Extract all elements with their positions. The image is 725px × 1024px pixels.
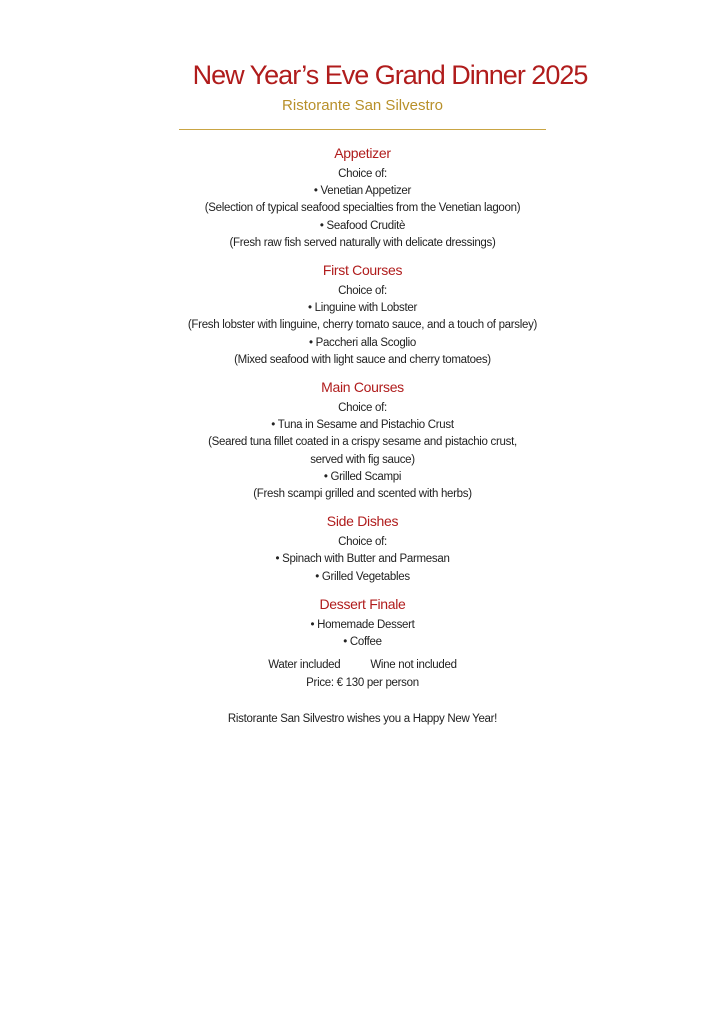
- menu-item: • Grilled Vegetables: [315, 570, 410, 583]
- menu-item: • Paccheri alla Scoglio: [308, 336, 417, 349]
- menu-item: • Coffee: [343, 636, 382, 649]
- menu-item: • Venetian Appetizer: [313, 185, 412, 198]
- restaurant-name: Ristorante San Silvestro: [282, 97, 443, 114]
- closing-message: Ristorante San Silvestro wishes you a Happy New Year!: [227, 713, 498, 726]
- choice-label: Choice of:: [338, 402, 387, 415]
- water-info: Water included: [268, 659, 341, 672]
- price-info: Price: € 130 per person: [306, 677, 419, 690]
- section-appetizer: [0, 143, 725, 252]
- menu-item-description: (Fresh raw fish served naturally with delicate dressings): [229, 236, 496, 249]
- menu-item-description: (Seared tuna fillet coated in a crispy sesame and pistachio crust,: [208, 436, 517, 449]
- section-side-dishes: [0, 511, 725, 586]
- choice-label: Choice of:: [338, 168, 387, 180]
- drinks-info: [0, 656, 725, 674]
- menu-item-description: (Selection of typical seafood specialties from the Venetian lagoon): [204, 202, 521, 215]
- page-title: New Year’s Eve Grand Dinner 2025: [192, 60, 588, 90]
- menu-item-description: (Mixed seafood with light sauce and cherry tomatoes): [234, 353, 491, 366]
- menu-item: • Spinach with Butter and Parmesan: [275, 553, 450, 566]
- section-first-courses: [0, 260, 725, 369]
- menu-item: • Homemade Dessert: [310, 618, 415, 631]
- wine-info: Wine not included: [370, 659, 457, 672]
- section-title: First Courses: [322, 262, 403, 279]
- menu-item-description: served with fig sauce): [310, 453, 415, 466]
- header-divider: [179, 129, 546, 130]
- choice-label: Choice of:: [338, 285, 387, 298]
- menu-item: • Grilled Scampi: [323, 470, 402, 483]
- menu-item-description: (Fresh scampi grilled and scented with herbs): [253, 488, 472, 501]
- section-title: Side Dishes: [326, 513, 399, 530]
- section-title: Main Courses: [321, 379, 404, 396]
- section-main-courses: [0, 377, 725, 503]
- menu-item: • Tuna in Sesame and Pistachio Crust: [271, 419, 454, 432]
- choice-label: Choice of:: [338, 536, 387, 549]
- menu-item-description: (Fresh lobster with linguine, cherry tomato sauce, and a touch of parsley): [187, 319, 538, 332]
- section-dessert: [0, 594, 725, 651]
- menu-body: [0, 143, 725, 728]
- menu-item: • Seafood Cruditè: [319, 219, 406, 232]
- menu-item: • Linguine with Lobster: [307, 302, 417, 315]
- section-title: Dessert Finale: [319, 595, 406, 612]
- section-title: Appetizer: [334, 145, 391, 161]
